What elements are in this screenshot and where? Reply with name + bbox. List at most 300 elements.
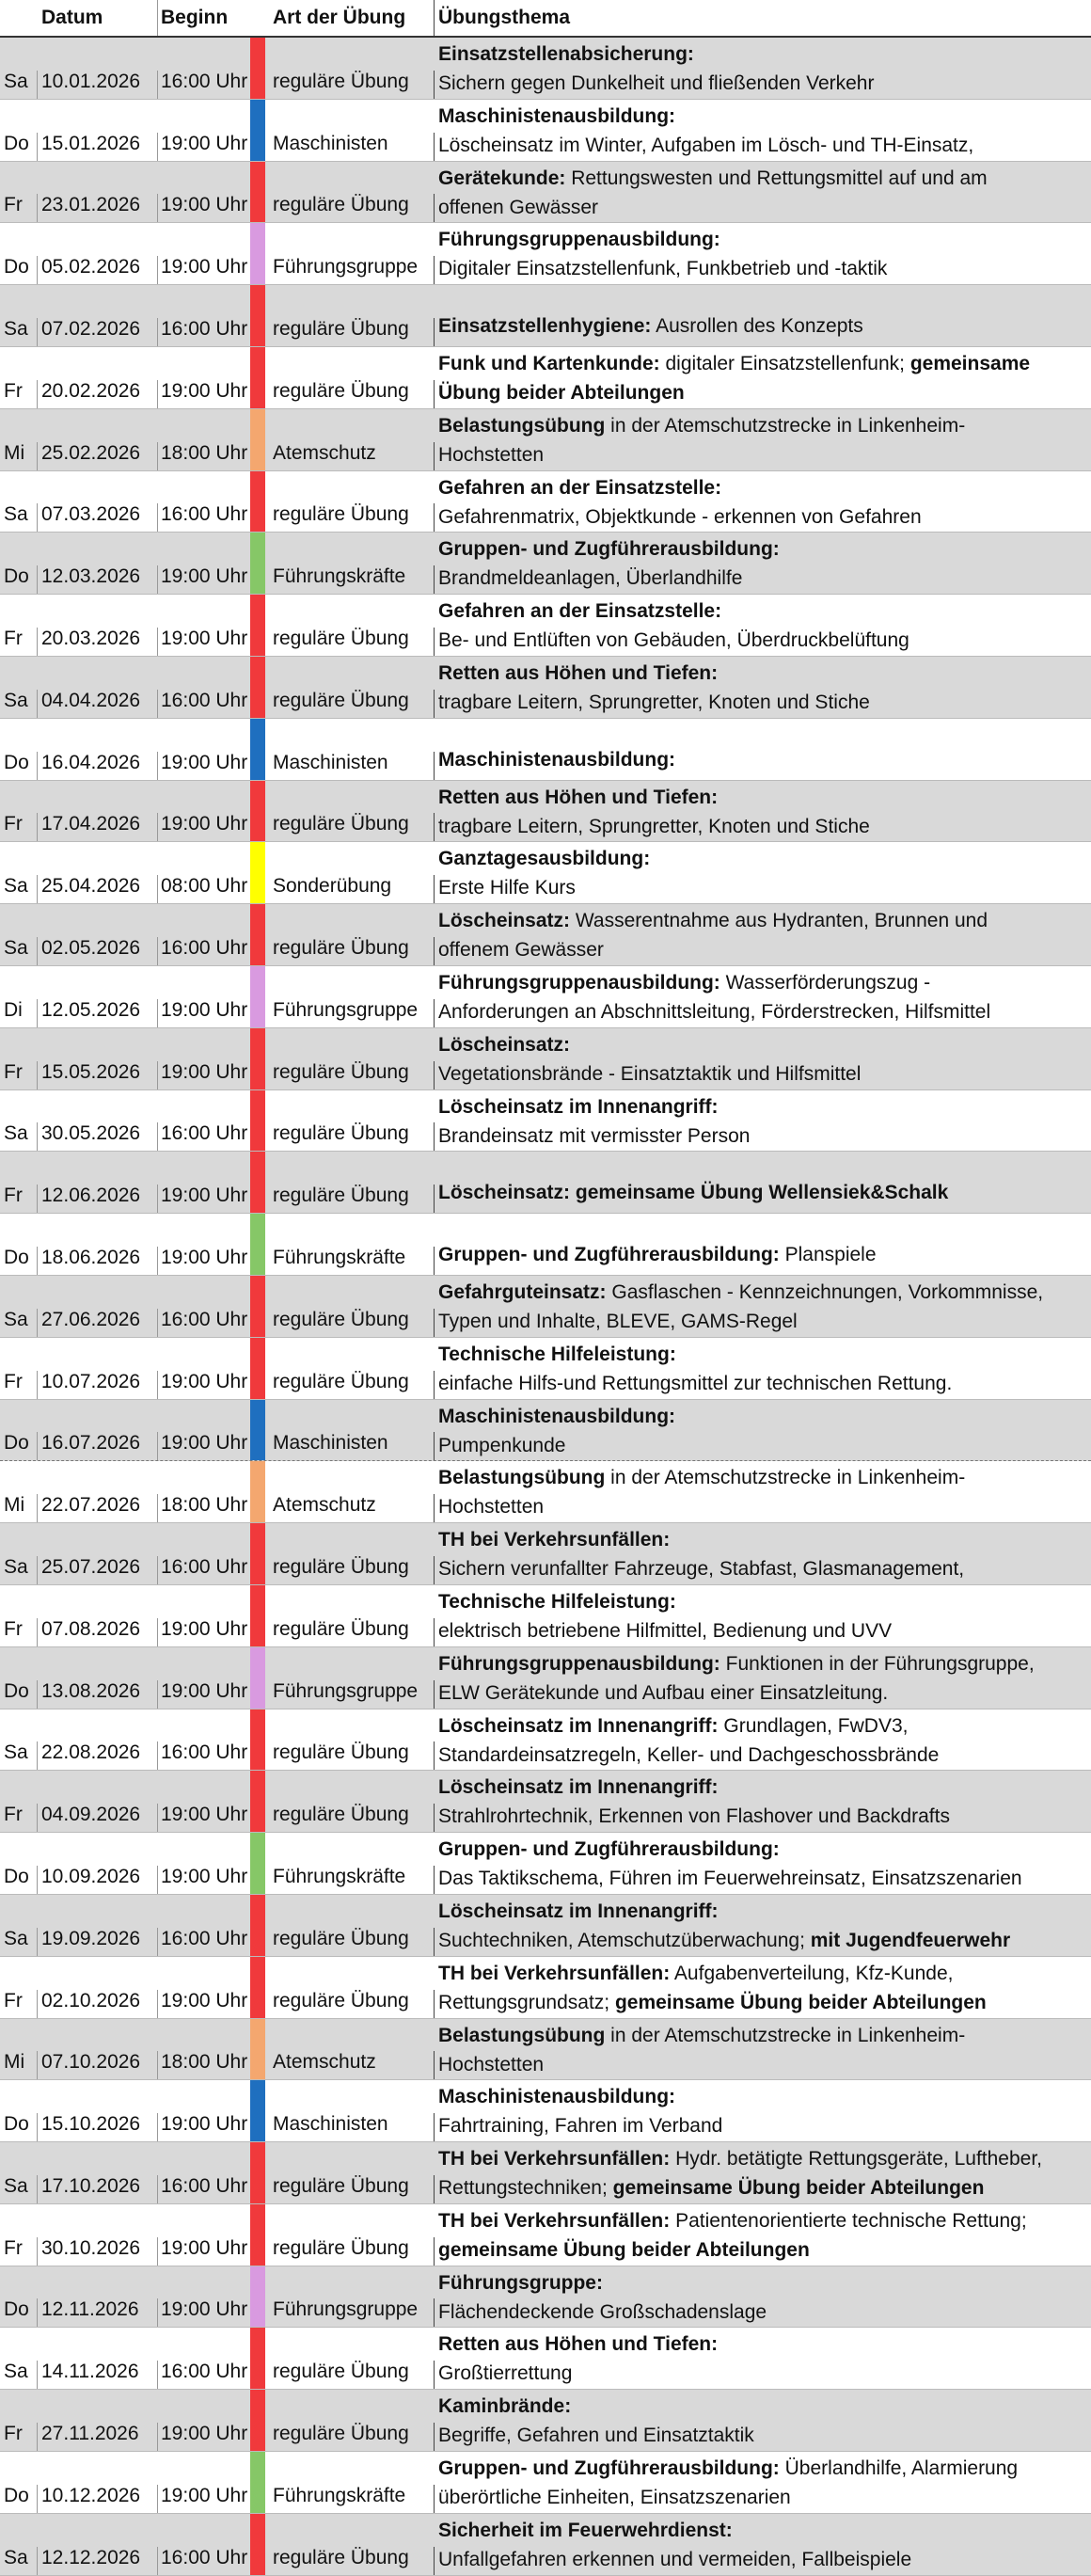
row-date: 25.07.2026: [38, 1556, 158, 1584]
row-date: 20.03.2026: [38, 628, 158, 656]
row-date: 02.05.2026: [38, 937, 158, 965]
topic-bold-text: TH bei Verkehrsunfällen:: [438, 1529, 671, 1551]
topic-bold-text: Belastungsübung: [438, 1467, 606, 1489]
topic-line: [438, 411, 1091, 440]
table-row: [0, 100, 1091, 162]
table-row: [0, 781, 1091, 843]
row-topic: [435, 1709, 1091, 1771]
row-start-time: 16:00 Uhr: [161, 689, 248, 711]
row-day: Mi: [0, 1494, 38, 1522]
topic-line: [438, 1278, 1091, 1307]
row-date: 04.04.2026: [38, 690, 158, 718]
topic-bold-text: Retten aus Höhen und Tiefen:: [438, 661, 719, 684]
topic-line: [438, 745, 1091, 774]
row-topic: [435, 719, 1091, 780]
topic-bold-text: Gefahrguteinsatz:: [438, 1280, 607, 1303]
topic-bold-text: Löscheinsatz: gemeinsame Übung Wellensiek&Schalk: [438, 1182, 949, 1204]
topic-bold-text: gemeinsame Übung beider Abteilungen: [438, 2238, 810, 2261]
row-category-color: [250, 595, 265, 656]
topic-line: [438, 2235, 1091, 2265]
row-category-color: [250, 1523, 265, 1584]
topic-line: [438, 1649, 1091, 1678]
topic-bold-text: TH bei Verkehrsunfällen:: [438, 2209, 671, 2232]
table-row: [0, 1152, 1091, 1214]
row-start-time: 19:00 Uhr: [161, 2484, 248, 2506]
row-exercise-type: Führungskräfte: [265, 2485, 435, 2513]
table-row: [0, 595, 1091, 657]
row-category-color: [250, 1771, 265, 1832]
topic-bold-text: Führungsgruppenausbildung:: [438, 1652, 720, 1675]
topic-text: Be- und Entlüften von Gebäuden, Überdruckbelüftung: [438, 629, 909, 652]
row-topic: [435, 2204, 1091, 2266]
row-day: Fr: [0, 1371, 38, 1399]
table-row: [0, 2080, 1091, 2142]
row-start-time: 19:00 Uhr: [161, 627, 248, 649]
row-date: 17.10.2026: [38, 2175, 158, 2203]
row-topic: [435, 781, 1091, 842]
topic-line: [438, 1802, 1091, 1831]
row-day: Sa: [0, 1309, 38, 1337]
row-day: Fr: [0, 1804, 38, 1832]
topic-line: [438, 69, 1091, 98]
row-exercise-type: reguläre Übung: [265, 1990, 435, 2018]
table-row: [0, 1771, 1091, 1833]
row-date: 22.07.2026: [38, 1494, 158, 1522]
row-date: 12.06.2026: [38, 1185, 158, 1213]
row-category-color: [250, 2514, 265, 2575]
topic-line: [438, 440, 1091, 469]
topic-bold-text: gemeinsame Übung beider Abteilungen: [614, 1991, 987, 2013]
row-day: Fr: [0, 380, 38, 408]
topic-text: offenen Gewässer: [438, 196, 599, 218]
topic-text: Anforderungen an Abschnittsleitung, Förderstrecken, Hilfsmittel: [438, 1000, 991, 1023]
topic-bold-text: Gefahren an der Einsatzstelle:: [438, 476, 722, 499]
topic-line: [438, 1554, 1091, 1583]
row-exercise-type: reguläre Übung: [265, 2175, 435, 2203]
table-row: [0, 409, 1091, 471]
row-exercise-type: reguläre Übung: [265, 1309, 435, 1337]
topic-line: [438, 2021, 1091, 2050]
row-topic: [435, 347, 1091, 408]
topic-line: [438, 812, 1091, 841]
row-exercise-type: reguläre Übung: [265, 194, 435, 222]
topic-text: Hydr. betätigte Rettungsgeräte, Luftheber,: [670, 2148, 1043, 2171]
row-category-color: [250, 2452, 265, 2513]
topic-text: ELW Gerätekunde und Aufbau einer Einsatzleitung.: [438, 1681, 889, 1704]
table-row: [0, 2328, 1091, 2390]
table-row: [0, 2390, 1091, 2452]
row-start-time: 16:00 Uhr: [161, 317, 248, 340]
row-start-time: 19:00 Uhr: [161, 1432, 248, 1455]
topic-line: [438, 1178, 1091, 1207]
topic-line: [438, 844, 1091, 873]
topic-bold-text: Gruppen- und Zugführerausbildung:: [438, 2457, 780, 2480]
row-category-color: [250, 347, 265, 408]
table-row: [0, 842, 1091, 904]
table-row: [0, 2142, 1091, 2204]
row-category-color: [250, 471, 265, 533]
row-day: Do: [0, 2298, 38, 2327]
topic-bold-text: Löscheinsatz im Innenangriff:: [438, 1776, 719, 1799]
row-date: 25.02.2026: [38, 442, 158, 470]
topic-text: überörtliche Einheiten, Einsatzszenarien: [438, 2487, 791, 2509]
row-exercise-type: reguläre Übung: [265, 628, 435, 656]
row-exercise-type: reguläre Übung: [265, 690, 435, 718]
row-date: 15.05.2026: [38, 1061, 158, 1089]
header-type: Art der Übung: [265, 0, 435, 36]
topic-line: [438, 349, 1091, 378]
row-date: 13.08.2026: [38, 1680, 158, 1709]
row-exercise-type: reguläre Übung: [265, 2361, 435, 2389]
row-start-time: 19:00 Uhr: [161, 1804, 248, 1826]
topic-text: Ausrollen des Konzepts: [651, 314, 863, 337]
row-topic: [435, 842, 1091, 903]
row-exercise-type: reguläre Übung: [265, 1122, 435, 1151]
row-day: Do: [0, 133, 38, 161]
row-start-time: 19:00 Uhr: [161, 1865, 248, 1887]
row-date: 07.02.2026: [38, 318, 158, 346]
row-day: Fr: [0, 1185, 38, 1213]
topic-text: Wasserentnahme aus Hydranten, Brunnen und: [570, 910, 988, 932]
row-category-color: [250, 223, 265, 284]
topic-text: Digitaler Einsatzstellenfunk, Funkbetrieb und -taktik: [438, 258, 888, 280]
topic-line: [438, 1988, 1091, 2017]
topic-bold-text: Belastungsübung: [438, 2024, 606, 2046]
row-exercise-type: reguläre Übung: [265, 937, 435, 965]
topic-bold-text: Maschinistenausbildung:: [438, 104, 676, 127]
row-start-time: 16:00 Uhr: [161, 2546, 248, 2568]
topic-bold-text: Führungsgruppenausbildung:: [438, 229, 720, 251]
row-day: Fr: [0, 628, 38, 656]
row-category-color: [250, 2142, 265, 2203]
header-topic: Übungsthema: [438, 7, 571, 28]
row-exercise-type: Führungsgruppe: [265, 256, 435, 284]
topic-bold-text: mit Jugendfeuerwehr: [810, 1929, 1011, 1951]
topic-line: [438, 1121, 1091, 1151]
row-topic: [435, 1152, 1091, 1213]
row-topic: [435, 2266, 1091, 2328]
topic-bold-text: Retten aus Höhen und Tiefen:: [438, 786, 719, 808]
row-exercise-type: Führungsgruppe: [265, 999, 435, 1027]
row-start-time: 19:00 Uhr: [161, 1185, 248, 1207]
row-start-time: 19:00 Uhr: [161, 1060, 248, 1083]
row-topic: [435, 2019, 1091, 2080]
row-date: 07.10.2026: [38, 2051, 158, 2079]
row-category-color: [250, 1957, 265, 2018]
row-category-color: [250, 100, 265, 161]
row-topic: [435, 2452, 1091, 2513]
topic-line: [438, 534, 1091, 564]
topic-line: [438, 2050, 1091, 2079]
topic-line: [438, 1030, 1091, 1059]
topic-text: Rettungstechniken;: [438, 2177, 613, 2200]
row-category-color: [250, 1709, 265, 1771]
topic-line: [438, 1525, 1091, 1554]
topic-line: [438, 2082, 1091, 2111]
row-topic: [435, 223, 1091, 284]
topic-bold-text: Einsatzstellenabsicherung:: [438, 43, 694, 65]
row-date: 23.01.2026: [38, 194, 158, 222]
row-category-color: [250, 1400, 265, 1461]
topic-text: Sichern gegen Dunkelheit und fließenden Verkehr: [438, 72, 875, 94]
row-start-time: 16:00 Uhr: [161, 1308, 248, 1330]
row-day: Sa: [0, 2361, 38, 2389]
row-start-time: 19:00 Uhr: [161, 132, 248, 154]
row-topic: [435, 38, 1091, 99]
topic-bold-text: Gruppen- und Zugführerausbildung:: [438, 1838, 780, 1861]
topic-text: Vegetationsbrände - Einsatztaktik und Hilfsmittel: [438, 1062, 862, 1085]
row-category-color: [250, 1647, 265, 1709]
row-topic: [435, 657, 1091, 718]
table-row: [0, 533, 1091, 595]
row-day: Fr: [0, 1618, 38, 1646]
row-category-color: [250, 2204, 265, 2266]
row-date: 27.11.2026: [38, 2423, 158, 2451]
topic-text: Aufgabenverteilung, Kfz-Kunde,: [670, 1962, 954, 1984]
row-exercise-type: reguläre Übung: [265, 1556, 435, 1584]
topic-line: [438, 906, 1091, 935]
table-row: [0, 1647, 1091, 1709]
row-category-color: [250, 1152, 265, 1213]
topic-line: [438, 225, 1091, 254]
topic-bold-text: Technische Hilfeleistung:: [438, 1343, 676, 1365]
topic-line: [438, 2545, 1091, 2574]
topic-text: Begriffe, Gefahren und Einsatztaktik: [438, 2425, 754, 2447]
topic-text: Das Taktikschema, Führen im Feuerwehreinsatz, Einsatzszenarien: [438, 1868, 1022, 1890]
topic-text: Typen und Inhalte, BLEVE, GAMS-Regel: [438, 1310, 798, 1332]
row-category-color: [250, 2019, 265, 2080]
row-category-color: [250, 1461, 265, 1522]
topic-text: Rettungsgrundsatz;: [438, 1991, 615, 2013]
topic-line: [438, 1678, 1091, 1708]
topic-text: Wasserförderungszug -: [719, 971, 931, 994]
table-row: [0, 471, 1091, 533]
row-start-time: 16:00 Uhr: [161, 1741, 248, 1764]
row-topic: [435, 2080, 1091, 2141]
topic-text: Rettungswesten und Rettungsmittel auf und am: [565, 167, 988, 189]
table-row: [0, 657, 1091, 719]
topic-line: [438, 1431, 1091, 1460]
topic-line: [438, 502, 1091, 532]
row-topic: [435, 162, 1091, 223]
row-day: Do: [0, 1432, 38, 1460]
table-row: [0, 1276, 1091, 1338]
topic-text: Suchtechniken, Atemschutzüberwachung;: [438, 1929, 811, 1951]
row-topic: [435, 1585, 1091, 1646]
row-exercise-type: reguläre Übung: [265, 1804, 435, 1832]
topic-bold-text: Löscheinsatz:: [438, 1033, 571, 1056]
row-category-color: [250, 1090, 265, 1152]
row-day: Sa: [0, 875, 38, 903]
topic-text: Überlandhilfe, Alarmierung: [779, 2457, 1019, 2480]
topic-bold-text: Kaminbrände:: [438, 2395, 572, 2418]
topic-text: in der Atemschutzstrecke in Linkenheim-: [605, 1467, 966, 1489]
topic-bold-text: Technische Hilfeleistung:: [438, 1590, 676, 1613]
topic-line: [438, 997, 1091, 1026]
row-exercise-type: reguläre Übung: [265, 1371, 435, 1399]
row-topic: [435, 1957, 1091, 2018]
row-exercise-type: Führungsgruppe: [265, 2298, 435, 2327]
row-day: Mi: [0, 442, 38, 470]
row-date: 19.09.2026: [38, 1928, 158, 1956]
topic-line: [438, 378, 1091, 407]
row-category-color: [250, 409, 265, 470]
row-category-color: [250, 1895, 265, 1956]
topic-line: [438, 1741, 1091, 1770]
topic-text: elektrisch betriebene Hilfmittel, Bedienung und UVV: [438, 1619, 893, 1642]
row-start-time: 16:00 Uhr: [161, 1555, 248, 1578]
table-row: [0, 285, 1091, 347]
topic-text: in der Atemschutzstrecke in Linkenheim-: [605, 2024, 966, 2046]
topic-line: [438, 2206, 1091, 2235]
topic-text: Pumpenkunde: [438, 1434, 566, 1456]
topic-line: [438, 131, 1091, 160]
row-day: Fr: [0, 813, 38, 841]
topic-line: [438, 626, 1091, 655]
topic-line: [438, 1059, 1091, 1089]
row-date: 05.02.2026: [38, 256, 158, 284]
row-exercise-type: Atemschutz: [265, 442, 435, 470]
row-exercise-type: Maschinisten: [265, 1432, 435, 1460]
topic-text: Hochstetten: [438, 1496, 545, 1519]
table-row: [0, 1523, 1091, 1585]
row-start-time: 19:00 Uhr: [161, 998, 248, 1021]
topic-line: [438, 2392, 1091, 2421]
row-date: 16.07.2026: [38, 1432, 158, 1460]
topic-text: Funktionen in der Führungsgruppe,: [719, 1652, 1035, 1675]
topic-bold-text: Führungsgruppenausbildung:: [438, 971, 720, 994]
header-date: Datum: [38, 0, 158, 36]
row-day: Sa: [0, 1928, 38, 1956]
row-day: Sa: [0, 71, 38, 99]
topic-bold-text: TH bei Verkehrsunfällen:: [438, 1962, 671, 1984]
row-start-time: 19:00 Uhr: [161, 2298, 248, 2321]
row-date: 10.01.2026: [38, 71, 158, 99]
table-row: [0, 966, 1091, 1028]
row-day: Do: [0, 1866, 38, 1894]
row-start-time: 19:00 Uhr: [161, 1246, 248, 1268]
row-day: Sa: [0, 690, 38, 718]
row-day: Fr: [0, 1061, 38, 1089]
table-row: [0, 1214, 1091, 1276]
row-exercise-type: reguläre Übung: [265, 1618, 435, 1646]
row-day: Sa: [0, 1122, 38, 1151]
row-date: 10.12.2026: [38, 2485, 158, 2513]
topic-line: [438, 1926, 1091, 1955]
row-start-time: 19:00 Uhr: [161, 813, 248, 835]
table-row: [0, 223, 1091, 285]
row-topic: [435, 2142, 1091, 2203]
header-start: Beginn: [161, 7, 229, 28]
topic-line: [438, 1711, 1091, 1741]
topic-line: [438, 2359, 1091, 2388]
row-date: 12.12.2026: [38, 2547, 158, 2575]
topic-line: [438, 1773, 1091, 1802]
row-date: 30.05.2026: [38, 1122, 158, 1151]
row-start-time: 16:00 Uhr: [161, 2361, 248, 2383]
row-start-time: 19:00 Uhr: [161, 1679, 248, 1702]
topic-bold-text: Einsatzstellenhygiene:: [438, 314, 652, 337]
row-start-time: 19:00 Uhr: [161, 379, 248, 402]
row-exercise-type: Maschinisten: [265, 2113, 435, 2141]
row-day: Di: [0, 999, 38, 1027]
row-start-time: 19:00 Uhr: [161, 1989, 248, 2012]
row-topic: [435, 1895, 1091, 1956]
topic-line: [438, 1340, 1091, 1369]
topic-text: einfache Hilfs-und Rettungsmittel zur technischen Rettung.: [438, 1372, 953, 1394]
topic-line: [438, 2111, 1091, 2140]
row-topic: [435, 966, 1091, 1027]
topic-text: Planspiele: [779, 1243, 877, 1265]
row-start-time: 18:00 Uhr: [161, 2051, 248, 2074]
row-exercise-type: reguläre Übung: [265, 503, 435, 532]
topic-line: [438, 935, 1091, 964]
row-start-time: 16:00 Uhr: [161, 2174, 248, 2197]
row-day: Fr: [0, 2423, 38, 2451]
row-date: 10.07.2026: [38, 1371, 158, 1399]
row-date: 02.10.2026: [38, 1990, 158, 2018]
row-date: 17.04.2026: [38, 813, 158, 841]
row-topic: [435, 904, 1091, 965]
row-start-time: 19:00 Uhr: [161, 751, 248, 773]
row-exercise-type: reguläre Übung: [265, 1185, 435, 1213]
row-topic: [435, 533, 1091, 594]
row-exercise-type: Maschinisten: [265, 133, 435, 161]
topic-line: [438, 2330, 1091, 2359]
row-start-time: 19:00 Uhr: [161, 2113, 248, 2136]
row-exercise-type: reguläre Übung: [265, 1928, 435, 1956]
topic-line: [438, 564, 1091, 593]
row-day: Do: [0, 1680, 38, 1709]
topic-line: [438, 164, 1091, 193]
row-topic: [435, 471, 1091, 533]
row-exercise-type: reguläre Übung: [265, 71, 435, 99]
row-category-color: [250, 285, 265, 346]
topic-text: Sichern verunfallter Fahrzeuge, Stabfast, Glasmanagement,: [438, 1558, 965, 1581]
topic-text: Standardeinsatzregeln, Keller- und Dachgeschossbrände: [438, 1743, 940, 1766]
topic-bold-text: gemeinsame: [909, 352, 1031, 374]
row-category-color: [250, 1028, 265, 1089]
topic-line: [438, 1402, 1091, 1431]
topic-bold-text: Maschinistenausbildung:: [438, 748, 676, 771]
row-date: 30.10.2026: [38, 2237, 158, 2266]
row-start-time: 19:00 Uhr: [161, 256, 248, 278]
table-row: [0, 347, 1091, 409]
row-category-color: [250, 1338, 265, 1399]
row-topic: [435, 2390, 1091, 2451]
topic-bold-text: Gruppen- und Zugführerausbildung:: [438, 1243, 780, 1265]
topic-line: [438, 968, 1091, 997]
topic-text: Erste Hilfe Kurs: [438, 877, 576, 899]
topic-line: [438, 193, 1091, 222]
topic-line: [438, 2173, 1091, 2202]
row-topic: [435, 2328, 1091, 2389]
topic-text: Hochstetten: [438, 443, 545, 466]
row-day: Do: [0, 752, 38, 780]
topic-bold-text: Belastungsübung: [438, 414, 606, 437]
row-exercise-type: Führungskräfte: [265, 1247, 435, 1275]
topic-line: [438, 40, 1091, 69]
row-topic: [435, 1647, 1091, 1709]
row-start-time: 19:00 Uhr: [161, 1370, 248, 1392]
row-start-time: 19:00 Uhr: [161, 1617, 248, 1640]
table-row: [0, 904, 1091, 966]
topic-bold-text: Gerätekunde:: [438, 167, 566, 189]
topic-bold-text: Löscheinsatz:: [438, 910, 571, 932]
topic-line: [438, 254, 1091, 283]
row-day: Sa: [0, 1556, 38, 1584]
table-row: [0, 1709, 1091, 1772]
